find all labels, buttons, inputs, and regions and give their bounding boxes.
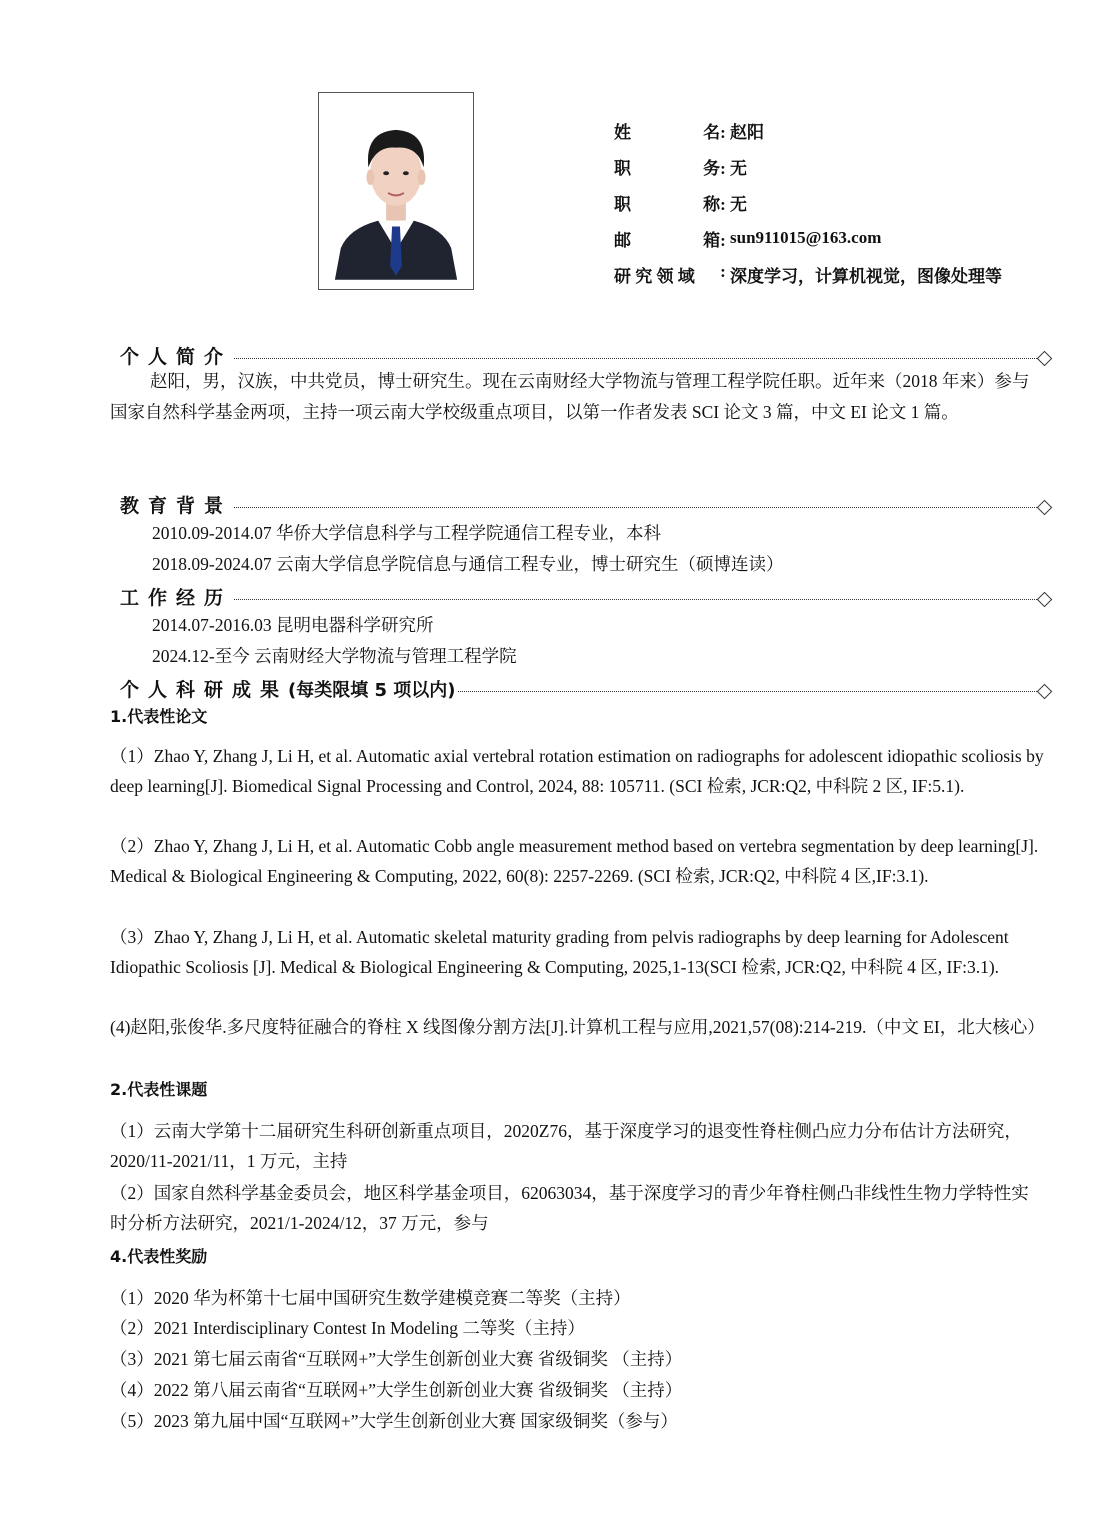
info-value-title: 无 xyxy=(730,194,747,214)
section-title-education: 教育背景 xyxy=(120,494,233,517)
education-item: 2010.09-2014.07 华侨大学信息科学与工程学院通信工程专业，本科 xyxy=(152,523,661,543)
info-row-position: 职 务: 无 xyxy=(614,148,1002,184)
work-item: 2014.07-2016.03 昆明电器科学研究所 xyxy=(152,615,434,635)
profile-info xyxy=(614,112,1002,292)
section-divider xyxy=(234,358,1037,359)
info-label-title-2: 称 xyxy=(703,194,721,214)
paper-item: (4)赵阳,张俊华.多尺度特征融合的脊柱 X 线图像分割方法[J].计算机工程与应用,2021,57(08):214-219.（中文 EI，北大核心） xyxy=(110,1017,1045,1037)
award-item: （2）2021 Interdisciplinary Contest In Modeling 二等奖（主持） xyxy=(110,1318,585,1338)
award-item: （1）2020 华为杯第十七届中国研究生数学建模竞赛二等奖（主持） xyxy=(110,1288,631,1308)
diamond-icon xyxy=(1037,350,1053,366)
section-header-work xyxy=(120,581,1054,611)
section-header-research xyxy=(120,673,1054,703)
paper-item: （2）Zhao Y, Zhang J, Li H, et al. Automatic Cobb angle measurement method based on vertebra segmentation by deep learning[J]. Medical & Biological Engineering & Computing, 2022, 60(8): 2257-2269. (SCI 检索, JCR:Q2, 中科院 4 区,IF:3.1). xyxy=(110,836,1039,886)
info-label-title-1: 职 xyxy=(614,194,631,214)
section-divider xyxy=(234,599,1037,600)
section-divider xyxy=(458,691,1037,692)
award-item: （5）2023 第九届中国“互联网+”大学生创新创业大赛 国家级铜奖（参与） xyxy=(110,1411,678,1431)
info-value-research-field: 深度学习，计算机视觉，图像处理等 xyxy=(730,266,1002,286)
intro-text: 赵阳，男，汉族，中共党员，博士研究生。现在云南财经大学物流与管理工程学院任职。近年来（2018 年来）参与国家自然科学基金两项，主持一项云南大学校级重点项目，以第一作者发表 SCI 论文 3 篇，中文 EI 论文 1 篇。 xyxy=(110,371,1030,422)
work-item: 2024.12-至今 云南财经大学物流与管理工程学院 xyxy=(152,646,517,666)
info-value-email[interactable]: sun911015@163.com xyxy=(730,228,882,247)
info-label-research-field: 研 究 领 域 xyxy=(614,266,695,286)
awards-heading: 4.代表性奖励 xyxy=(110,1247,208,1266)
info-row-research-field: 研 究 领 域 : 深度学习，计算机视觉，图像处理等 xyxy=(614,261,1002,286)
info-value-name: 赵阳 xyxy=(730,122,764,142)
info-row-title: 职 称: 无 xyxy=(614,184,1002,220)
project-item: （1）云南大学第十二届研究生科研创新重点项目，2020Z76，基于深度学习的退变性脊柱侧凸应力分布估计方法研究，2020/11-2021/11，1 万元，主持 xyxy=(110,1121,1022,1171)
papers-heading: 1.代表性论文 xyxy=(110,707,208,726)
education-item: 2018.09-2024.07 云南大学信息学院信息与通信工程专业，博士研究生（硕博连读） xyxy=(152,554,784,574)
section-header-education xyxy=(120,489,1054,519)
info-row-email: 邮 箱: sun911015@163.com xyxy=(614,220,1002,256)
diamond-icon xyxy=(1037,591,1053,607)
info-label-email-2: 箱 xyxy=(703,230,721,250)
award-item: （4）2022 第八届云南省“互联网+”大学生创新创业大赛 省级铜奖 （主持） xyxy=(110,1380,683,1400)
portrait-image xyxy=(327,101,465,281)
info-value-position: 无 xyxy=(730,158,747,178)
section-title-work: 工作经历 xyxy=(120,586,233,609)
info-label-name-1: 姓 xyxy=(614,122,631,142)
diamond-icon xyxy=(1037,499,1053,515)
award-item: （3）2021 第七届云南省“互联网+”大学生创新创业大赛 省级铜奖 （主持） xyxy=(110,1349,683,1369)
info-label-position-1: 职 xyxy=(614,158,631,178)
info-row-name: 姓 名: 赵阳 xyxy=(614,112,1002,148)
section-title-research: 个人科研成果 xyxy=(120,678,289,701)
paper-item: （3）Zhao Y, Zhang J, Li H, et al. Automatic skeletal maturity grading from pelvis radiographs by deep learning for Adolescent Idiopathic Scoliosis [J]. Medical & Biological Engineering & Computing, 2025,1-13(SCI 检索, JCR:Q2, 中科院 4 区, IF:3.1). xyxy=(110,927,1009,977)
projects-heading: 2.代表性课题 xyxy=(110,1080,208,1099)
profile-photo xyxy=(318,92,474,290)
info-label-position-2: 务 xyxy=(703,158,721,178)
section-divider xyxy=(234,507,1037,508)
section-title-note: (每类限填 5 项以内) xyxy=(288,679,456,701)
paper-item: （1）Zhao Y, Zhang J, Li H, et al. Automatic axial vertebral rotation estimation on radiographs for adolescent idiopathic scoliosis by deep learning[J]. Biomedical Signal Processing and Control, 2024, 88: 105711. (SCI 检索, JCR:Q2, 中科院 2 区, IF:5.1). xyxy=(110,746,1044,796)
section-title-intro: 个人简介 xyxy=(120,345,233,368)
info-label-email-1: 邮 xyxy=(614,230,631,250)
diamond-icon xyxy=(1037,683,1053,699)
project-item: （2）国家自然科学基金委员会，地区科学基金项目，62063034，基于深度学习的青少年脊柱侧凸非线性生物力学特性实时分析方法研究，2021/1-2024/12，37 万元，参与 xyxy=(110,1183,1029,1233)
info-label-name-2: 名 xyxy=(703,122,721,142)
